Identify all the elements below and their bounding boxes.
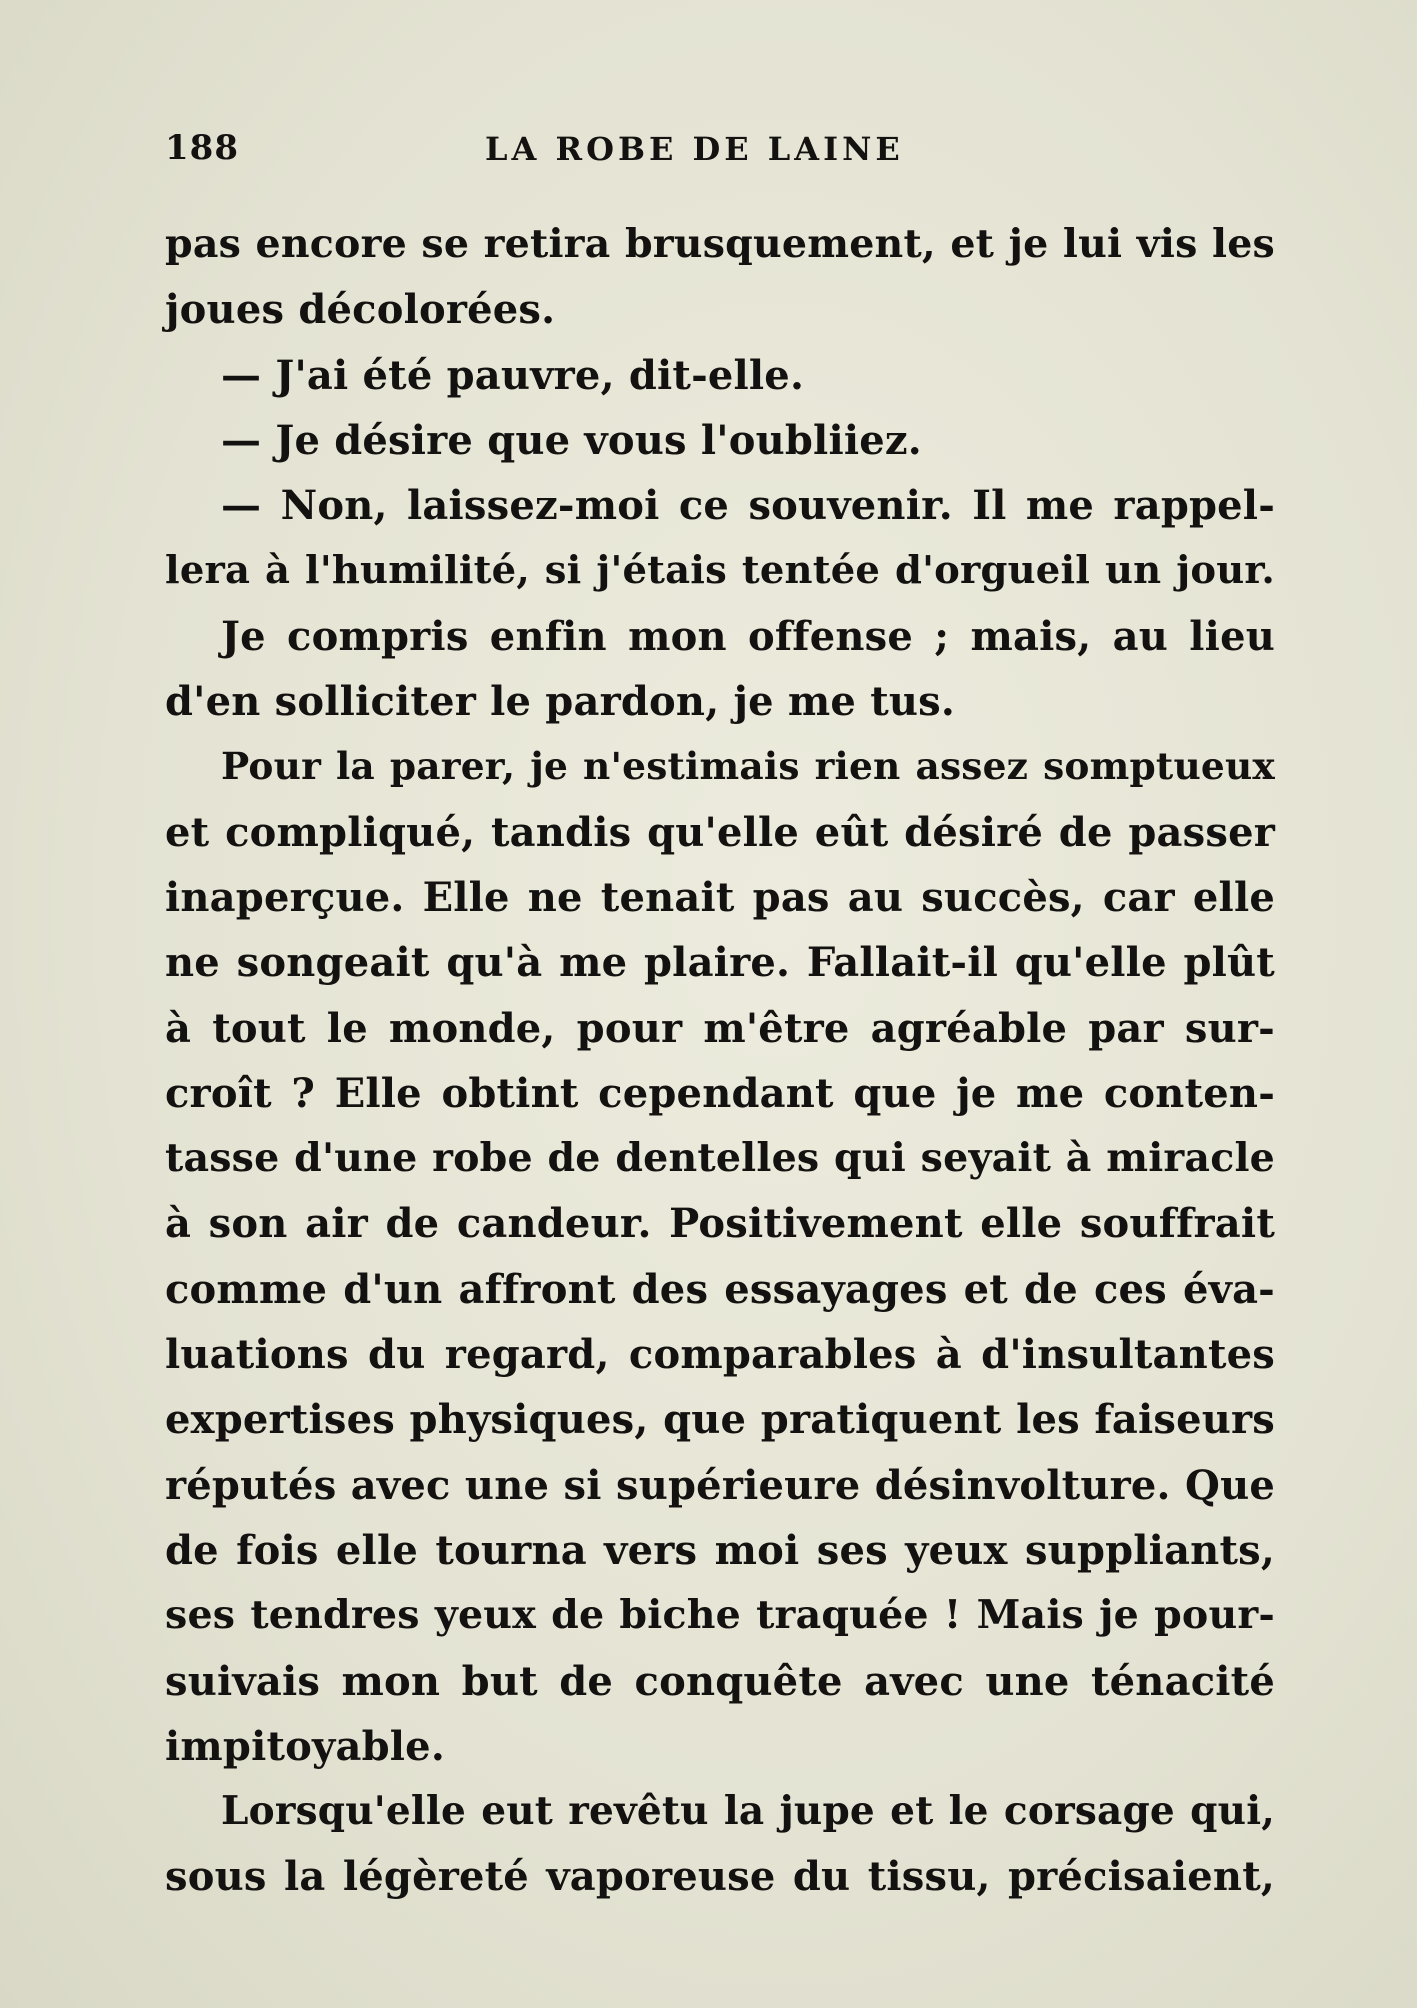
- text-line: ne songeait qu'à me plaire. Fallait-il qu'elle plût: [165, 939, 1275, 987]
- text-line: inaperçue. Elle ne tenait pas au succès, car elle: [165, 873, 1275, 921]
- text-line: ses tendres yeux de biche traquée ! Mais je pour-: [165, 1592, 1275, 1639]
- text-line: joues décolorées.: [165, 286, 556, 334]
- text-line: expertises physiques, que pratiquent les faiseurs: [165, 1396, 1275, 1444]
- text-line: de fois elle tourna vers moi ses yeux suppliants,: [165, 1526, 1275, 1574]
- text-line: impitoyable.: [165, 1722, 445, 1770]
- text-line: d'en solliciter le pardon, je me tus.: [165, 678, 955, 726]
- text-line: Lorsqu'elle eut revêtu la jupe et le corsage qui,: [221, 1788, 1275, 1835]
- text-line: à tout le monde, pour m'être agréable par sur-: [165, 1004, 1275, 1052]
- body-text: [165, 212, 1275, 1910]
- text-line: à son air de candeur. Positivement elle souffrait: [165, 1200, 1275, 1248]
- text-line: — Je désire que vous l'oubliiez.: [221, 416, 922, 464]
- text-line: luations du regard, comparables à d'insultantes: [165, 1331, 1275, 1379]
- page-number: 188: [165, 128, 239, 168]
- text-line: — J'ai été pauvre, dit-elle.: [221, 351, 805, 399]
- text-line: Pour la parer, je n'estimais rien assez somptueux: [221, 744, 1275, 789]
- text-line: — Non, laissez-moi ce souvenir. Il me rappel-: [221, 482, 1275, 530]
- text-line: comme d'un affront des essayages et de ces éva-: [165, 1265, 1275, 1313]
- running-head: [165, 128, 1270, 178]
- text-line: sous la légèreté vaporeuse du tissu, précisaient,: [165, 1853, 1275, 1901]
- text-line: réputés avec une si supérieure désinvolture. Que: [165, 1461, 1275, 1509]
- text-line: pas encore se retira brusquement, et je lui vis les: [165, 221, 1275, 267]
- running-title: LA ROBE DE LAINE: [485, 130, 904, 168]
- text-line: Je compris enfin mon offense ; mais, au lieu: [221, 612, 1275, 660]
- text-line: lera à l'humilité, si j'étais tentée d'orgueil un jour.: [165, 548, 1275, 594]
- text-line: croît ? Elle obtint cependant que je me conten-: [165, 1069, 1275, 1117]
- text-line: suivais mon but de conquête avec une ténacité: [165, 1657, 1275, 1705]
- text-line: et compliqué, tandis qu'elle eût désiré de passer: [165, 808, 1275, 856]
- text-line: tasse d'une robe de dentelles qui seyait à miracle: [165, 1135, 1275, 1182]
